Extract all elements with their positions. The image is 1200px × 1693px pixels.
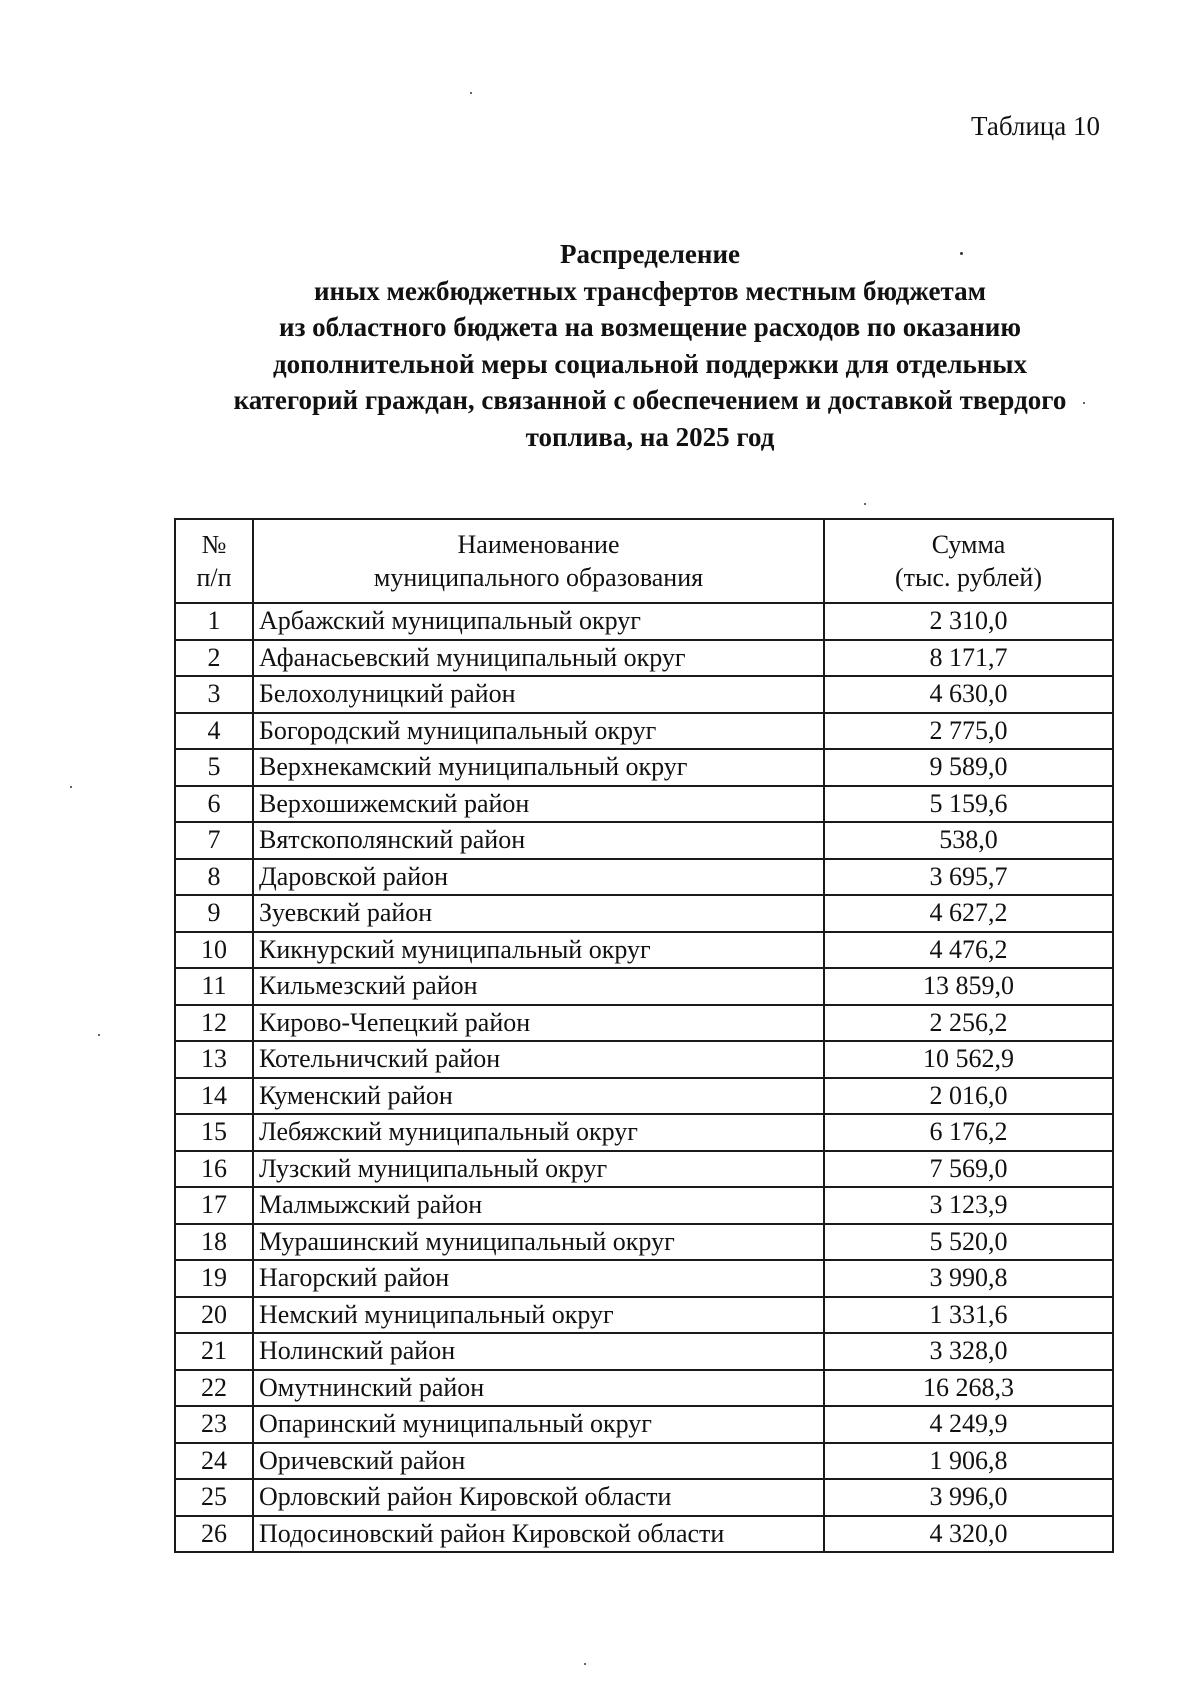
header-num — [175, 519, 253, 603]
table-row — [175, 1151, 1113, 1188]
row-number-cell: 17 — [175, 1187, 253, 1224]
table-row — [175, 895, 1113, 932]
municipality-name-cell: Лузский муниципальный округ — [253, 1151, 824, 1188]
row-number-cell: 3 — [175, 676, 253, 713]
row-number-cell: 1 — [175, 603, 253, 640]
title-line: иных межбюджетных трансфертов местным бюджетам — [314, 275, 986, 306]
amount-cell: 16 268,3 — [824, 1370, 1113, 1407]
municipality-name-cell: Немский муниципальный округ — [253, 1297, 824, 1334]
amount-cell: 538,0 — [824, 822, 1113, 859]
amount-cell: 4 249,9 — [824, 1406, 1113, 1443]
header-sum-line: Сумма — [931, 530, 1006, 559]
municipality-name-cell: Кикнурский муниципальный округ — [253, 932, 824, 969]
document-title — [120, 236, 1180, 455]
table-row — [175, 1333, 1113, 1370]
row-number-cell: 9 — [175, 895, 253, 932]
row-number-cell: 24 — [175, 1443, 253, 1480]
amount-cell: 5 520,0 — [824, 1224, 1113, 1261]
title-line: Распределение — [559, 239, 741, 269]
scan-speck — [584, 1663, 586, 1665]
municipality-name-cell: Котельничский район — [253, 1041, 824, 1078]
row-number-cell: 11 — [175, 968, 253, 1005]
table-row — [175, 1479, 1113, 1516]
municipality-name-cell: Афанасьевский муниципальный округ — [253, 640, 824, 677]
amount-cell: 7 569,0 — [824, 1151, 1113, 1188]
municipality-name-cell: Белохолуницкий район — [253, 676, 824, 713]
amount-cell: 8 171,7 — [824, 640, 1113, 677]
table-row — [175, 1078, 1113, 1115]
amount-cell: 3 990,8 — [824, 1260, 1113, 1297]
header-name-line: Наименование — [457, 530, 620, 559]
amount-cell: 3 695,7 — [824, 859, 1113, 896]
municipality-name-cell: Кильмезский район — [253, 968, 824, 1005]
header-row — [175, 519, 1113, 603]
row-number-cell: 20 — [175, 1297, 253, 1334]
table-row — [175, 1005, 1113, 1042]
scan-speck — [470, 92, 472, 94]
header-sum-line: (тыс. рублей) — [894, 563, 1042, 592]
header-name-line: муниципального образования — [373, 563, 704, 592]
municipality-name-cell: Нагорский район — [253, 1260, 824, 1297]
row-number-cell: 5 — [175, 749, 253, 786]
distribution-table — [174, 518, 1114, 1553]
scan-speck — [864, 503, 866, 505]
table-row — [175, 713, 1113, 750]
row-number-cell: 2 — [175, 640, 253, 677]
header-num-line: № — [201, 530, 227, 559]
row-number-cell: 14 — [175, 1078, 253, 1115]
municipality-name-cell: Кирово-Чепецкий район — [253, 1005, 824, 1042]
scan-speck — [1083, 402, 1085, 404]
amount-cell: 9 589,0 — [824, 749, 1113, 786]
amount-cell: 3 123,9 — [824, 1187, 1113, 1224]
row-number-cell: 10 — [175, 932, 253, 969]
table-row — [175, 676, 1113, 713]
amount-cell: 4 630,0 — [824, 676, 1113, 713]
amount-cell: 4 476,2 — [824, 932, 1113, 969]
title-line: категорий граждан, связанной с обеспечением и доставкой твердого — [233, 385, 1067, 415]
municipality-name-cell: Богородский муниципальный округ — [253, 713, 824, 750]
amount-cell: 3 328,0 — [824, 1333, 1113, 1370]
municipality-name-cell: Верхнекамский муниципальный округ — [253, 749, 824, 786]
row-number-cell: 6 — [175, 786, 253, 823]
table-row — [175, 749, 1113, 786]
municipality-name-cell: Лебяжский муниципальный округ — [253, 1114, 824, 1151]
title-line: дополнительной меры социальной поддержки для отдельных — [273, 348, 1027, 379]
municipality-name-cell: Нолинский район — [253, 1333, 824, 1370]
table-label: Таблица 10 — [971, 111, 1100, 141]
scan-speck — [960, 252, 963, 255]
table-row — [175, 1114, 1113, 1151]
amount-cell: 1 906,8 — [824, 1443, 1113, 1480]
amount-cell: 4 627,2 — [824, 895, 1113, 932]
table-row — [175, 1516, 1113, 1553]
municipality-name-cell: Арбажский муниципальный округ — [253, 603, 824, 640]
amount-cell: 2 016,0 — [824, 1078, 1113, 1115]
amount-cell: 3 996,0 — [824, 1479, 1113, 1516]
table-row — [175, 932, 1113, 969]
table-body — [175, 603, 1113, 1552]
amount-cell: 2 310,0 — [824, 603, 1113, 640]
municipality-name-cell: Малмыжский район — [253, 1187, 824, 1224]
scan-speck — [70, 786, 72, 788]
amount-cell: 13 859,0 — [824, 968, 1113, 1005]
table-row — [175, 1187, 1113, 1224]
row-number-cell: 22 — [175, 1370, 253, 1407]
amount-cell: 1 331,6 — [824, 1297, 1113, 1334]
title-line: из областного бюджета на возмещение расходов по оказанию — [279, 312, 1021, 342]
row-number-cell: 21 — [175, 1333, 253, 1370]
municipality-name-cell: Зуевский район — [253, 895, 824, 932]
table-row — [175, 822, 1113, 859]
table-row — [175, 1443, 1113, 1480]
title-line: топлива, на 2025 год — [525, 421, 775, 452]
municipality-name-cell: Подосиновский район Кировской области — [253, 1516, 824, 1553]
header-sum — [824, 519, 1113, 603]
amount-cell: 6 176,2 — [824, 1114, 1113, 1151]
municipality-name-cell: Орловский район Кировской области — [253, 1479, 824, 1516]
scan-speck — [98, 1034, 100, 1036]
table-row — [175, 603, 1113, 640]
row-number-cell: 16 — [175, 1151, 253, 1188]
amount-cell: 2 775,0 — [824, 713, 1113, 750]
amount-cell: 10 562,9 — [824, 1041, 1113, 1078]
municipality-name-cell: Опаринский муниципальный округ — [253, 1406, 824, 1443]
row-number-cell: 7 — [175, 822, 253, 859]
row-number-cell: 4 — [175, 713, 253, 750]
table-row — [175, 786, 1113, 823]
municipality-name-cell: Оричевский район — [253, 1443, 824, 1480]
row-number-cell: 26 — [175, 1516, 253, 1553]
row-number-cell: 15 — [175, 1114, 253, 1151]
table-row — [175, 1041, 1113, 1078]
row-number-cell: 8 — [175, 859, 253, 896]
row-number-cell: 18 — [175, 1224, 253, 1261]
municipality-name-cell: Омутнинский район — [253, 1370, 824, 1407]
row-number-cell: 19 — [175, 1260, 253, 1297]
table-row — [175, 1297, 1113, 1334]
municipality-name-cell: Мурашинский муниципальный округ — [253, 1224, 824, 1261]
row-number-cell: 13 — [175, 1041, 253, 1078]
municipality-name-cell: Верхошижемский район — [253, 786, 824, 823]
header-num-line: п/п — [196, 563, 232, 592]
table-row — [175, 968, 1113, 1005]
amount-cell: 5 159,6 — [824, 786, 1113, 823]
municipality-name-cell: Куменский район — [253, 1078, 824, 1115]
amount-cell: 2 256,2 — [824, 1005, 1113, 1042]
table-header — [175, 519, 1113, 603]
header-name — [253, 519, 824, 603]
row-number-cell: 25 — [175, 1479, 253, 1516]
row-number-cell: 12 — [175, 1005, 253, 1042]
row-number-cell: 23 — [175, 1406, 253, 1443]
table-row — [175, 859, 1113, 896]
table-row — [175, 1224, 1113, 1261]
municipality-name-cell: Вятскополянский район — [253, 822, 824, 859]
table-row — [175, 1406, 1113, 1443]
table-row — [175, 1370, 1113, 1407]
table-row — [175, 1260, 1113, 1297]
amount-cell: 4 320,0 — [824, 1516, 1113, 1553]
municipality-name-cell: Даровской район — [253, 859, 824, 896]
table-row — [175, 640, 1113, 677]
